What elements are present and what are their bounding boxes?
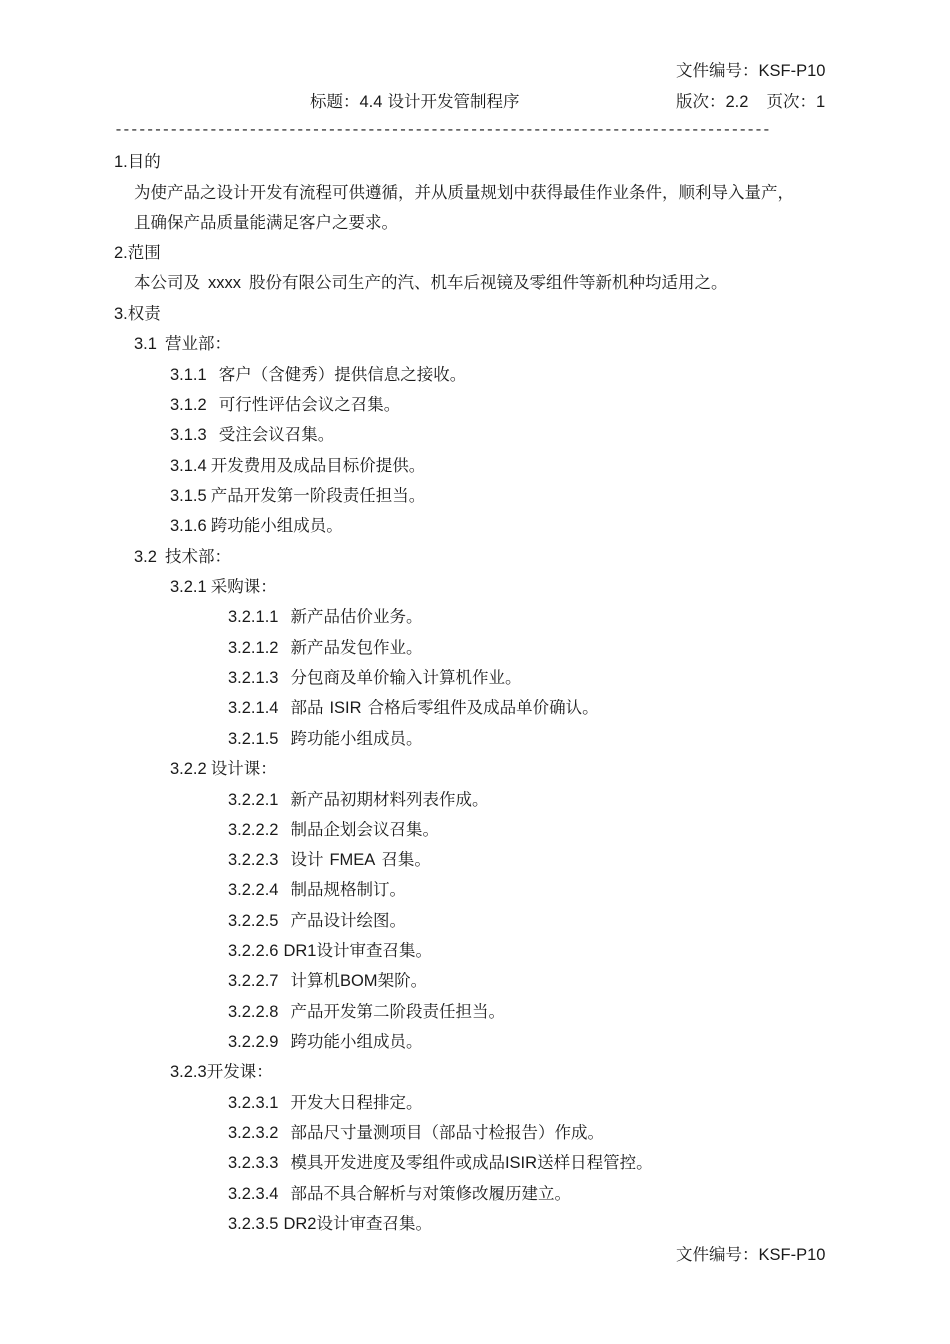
list-item — [228, 1213, 432, 1235]
item-number: 3.1.6 — [170, 517, 207, 535]
item-number: 3.2.2.3 — [228, 851, 279, 869]
item-text: 架阶。 — [377, 971, 428, 990]
item-text: 开发费用及成品目标价提供。 — [210, 456, 426, 475]
list-item — [170, 455, 425, 477]
section-1-line-1: 为使产品之设计开发有流程可供遵循，并从质量规划中获得最佳作业条件，顺利导入量产， — [134, 183, 794, 202]
title-number: 4.4 — [359, 93, 383, 111]
item-number: 3.2.3.1 — [228, 1094, 279, 1112]
item-number: 3.2.1.5 — [228, 730, 279, 748]
item-number: 3.2.1.4 — [228, 699, 279, 717]
subsection-3-1-heading — [134, 333, 231, 355]
subsection-title: 采购课： — [210, 577, 277, 596]
list-item — [228, 849, 431, 871]
subsection-3-2-1-heading — [170, 576, 277, 598]
list-item — [228, 1183, 571, 1205]
section-1-line-2: 且确保产品质量能满足客户之要求。 — [134, 213, 398, 232]
item-number: 3.2.3.5 — [228, 1215, 279, 1233]
list-item — [228, 819, 439, 841]
list-item — [170, 485, 425, 507]
subsection-number: 3.2.2 — [170, 760, 207, 778]
item-number: 3.2.3.3 — [228, 1154, 279, 1172]
item-code: ISIR — [504, 1154, 538, 1172]
scope-text-post: 股份有限公司生产的汽、机车后视镜及零组件等新机种均适用之。 — [249, 273, 728, 292]
item-text: 制品规格制订。 — [290, 880, 406, 899]
list-item — [228, 637, 422, 659]
section-1-heading — [114, 151, 161, 173]
list-item — [228, 1152, 653, 1174]
item-number: 3.2.2.1 — [228, 791, 279, 809]
item-number: 3.1.2 — [170, 396, 207, 414]
item-text-pre: 设计 — [290, 850, 324, 869]
list-item — [228, 1122, 604, 1144]
item-text: 送样日程管控。 — [537, 1153, 653, 1172]
list-item — [228, 940, 432, 962]
list-item — [170, 394, 400, 416]
section-2-text — [134, 272, 728, 294]
item-code: ISIR — [329, 699, 362, 717]
list-item — [228, 1092, 422, 1114]
version-info — [676, 91, 825, 113]
list-item — [228, 910, 406, 932]
item-text: 可行性评估会议之召集。 — [218, 395, 401, 414]
list-item — [228, 1001, 505, 1023]
item-number: 3.2.3.4 — [228, 1185, 279, 1203]
item-number: 3.1.1 — [170, 366, 207, 384]
item-text: 产品开发第二阶段责任担当。 — [290, 1002, 505, 1021]
item-number: 3.2.2.6 — [228, 942, 279, 960]
subsection-3-2-heading — [134, 546, 231, 568]
item-text: 跨功能小组成员。 — [290, 729, 423, 748]
list-item — [228, 970, 427, 992]
item-number: 3.2.3.2 — [228, 1124, 279, 1142]
item-text: 新产品初期材料列表作成。 — [290, 790, 489, 809]
item-text-pre: 部品 — [290, 698, 324, 717]
page-value: 1 — [815, 93, 826, 111]
item-text-pre: 模具开发进度及零组件或成品 — [290, 1153, 505, 1172]
item-number: 3.2.2.7 — [228, 972, 279, 990]
item-text: 制品企划会议召集。 — [290, 820, 439, 839]
item-text: 设计审查召集。 — [316, 1214, 432, 1233]
section-number: 3. — [114, 305, 128, 323]
item-text: 开发大日程排定。 — [290, 1093, 423, 1112]
item-text: 产品开发第一阶段责任担当。 — [210, 486, 426, 505]
subsection-number: 3.2 — [134, 548, 157, 566]
section-number: 2. — [114, 244, 128, 262]
item-number: 3.2.1.3 — [228, 669, 279, 687]
subsection-title: 营业部： — [164, 334, 231, 353]
item-text: 部品尺寸量测项目（部品寸检报告）作成。 — [290, 1123, 604, 1142]
item-number: 3.2.2.9 — [228, 1033, 279, 1051]
section-title: 目的 — [127, 152, 161, 171]
section-2-heading — [114, 242, 161, 264]
company-placeholder: xxxx — [208, 274, 241, 292]
list-item — [228, 697, 599, 719]
file-number-value: KSF-P10 — [758, 1246, 826, 1264]
section-title: 权责 — [127, 304, 161, 323]
subsection-3-2-2-heading — [170, 758, 277, 780]
item-number: 3.2.1.1 — [228, 608, 279, 626]
item-number: 3.2.2.2 — [228, 821, 279, 839]
file-number-value: KSF-P10 — [758, 62, 826, 80]
item-text: 跨功能小组成员。 — [210, 516, 343, 535]
page-label: 页次： — [766, 92, 816, 111]
item-number: 3.2.2.8 — [228, 1003, 279, 1021]
subsection-3-2-3-heading — [170, 1061, 273, 1083]
title-label: 标题： — [310, 92, 360, 111]
header-separator: ----------------------------------------------------------------------------------- — [114, 122, 770, 139]
list-item — [170, 364, 466, 386]
list-item — [228, 879, 406, 901]
list-item — [228, 789, 488, 811]
file-number-label: 文件编号： — [676, 61, 759, 80]
item-text: 分包商及单价输入计算机作业。 — [290, 668, 522, 687]
item-text: 召集。 — [381, 850, 431, 869]
file-number-header — [676, 60, 825, 82]
file-number-footer — [676, 1244, 825, 1266]
scope-text-pre: 本公司及 — [134, 273, 200, 292]
item-code: DR1 — [283, 942, 317, 960]
item-text: 部品不具合解析与对策修改履历建立。 — [290, 1184, 571, 1203]
item-code: FMEA — [329, 851, 376, 869]
item-code: DR2 — [283, 1215, 317, 1233]
item-number: 3.1.3 — [170, 426, 207, 444]
file-number-label: 文件编号： — [676, 1245, 759, 1264]
list-item — [170, 424, 334, 446]
list-item — [228, 667, 521, 689]
subsection-number: 3.2.3 — [170, 1063, 207, 1081]
item-text: 设计审查召集。 — [316, 941, 432, 960]
subsection-title: 技术部： — [164, 547, 231, 566]
item-text: 新产品估价业务。 — [290, 607, 423, 626]
item-text: 新产品发包作业。 — [290, 638, 423, 657]
subsection-number: 3.2.1 — [170, 578, 207, 596]
section-number: 1. — [114, 153, 128, 171]
list-item — [228, 728, 422, 750]
item-text: 产品设计绘图。 — [290, 911, 406, 930]
item-number: 3.2.2.4 — [228, 881, 279, 899]
item-text: 客户（含健秀）提供信息之接收。 — [218, 365, 467, 384]
item-number: 3.1.4 — [170, 457, 207, 475]
section-3-heading — [114, 303, 161, 325]
section-title: 范围 — [127, 243, 161, 262]
subsection-number: 3.1 — [134, 335, 157, 353]
item-code: BOM — [339, 972, 378, 990]
list-item — [170, 515, 343, 537]
item-number: 3.2.2.5 — [228, 912, 279, 930]
item-text: 受注会议召集。 — [218, 425, 335, 444]
document-title — [310, 91, 519, 113]
title-text: 设计开发管制程序 — [387, 92, 520, 111]
version-label: 版次： — [676, 92, 726, 111]
subsection-title: 开发课： — [206, 1062, 273, 1081]
subsection-title: 设计课： — [210, 759, 277, 778]
item-number: 3.1.5 — [170, 487, 207, 505]
item-text: 合格后零组件及成品单价确认。 — [367, 698, 599, 717]
list-item — [228, 1031, 422, 1053]
version-value: 2.2 — [725, 93, 749, 111]
list-item — [228, 606, 422, 628]
item-number: 3.2.1.2 — [228, 639, 279, 657]
item-text: 跨功能小组成员。 — [290, 1032, 423, 1051]
item-text-pre: 计算机 — [290, 971, 340, 990]
